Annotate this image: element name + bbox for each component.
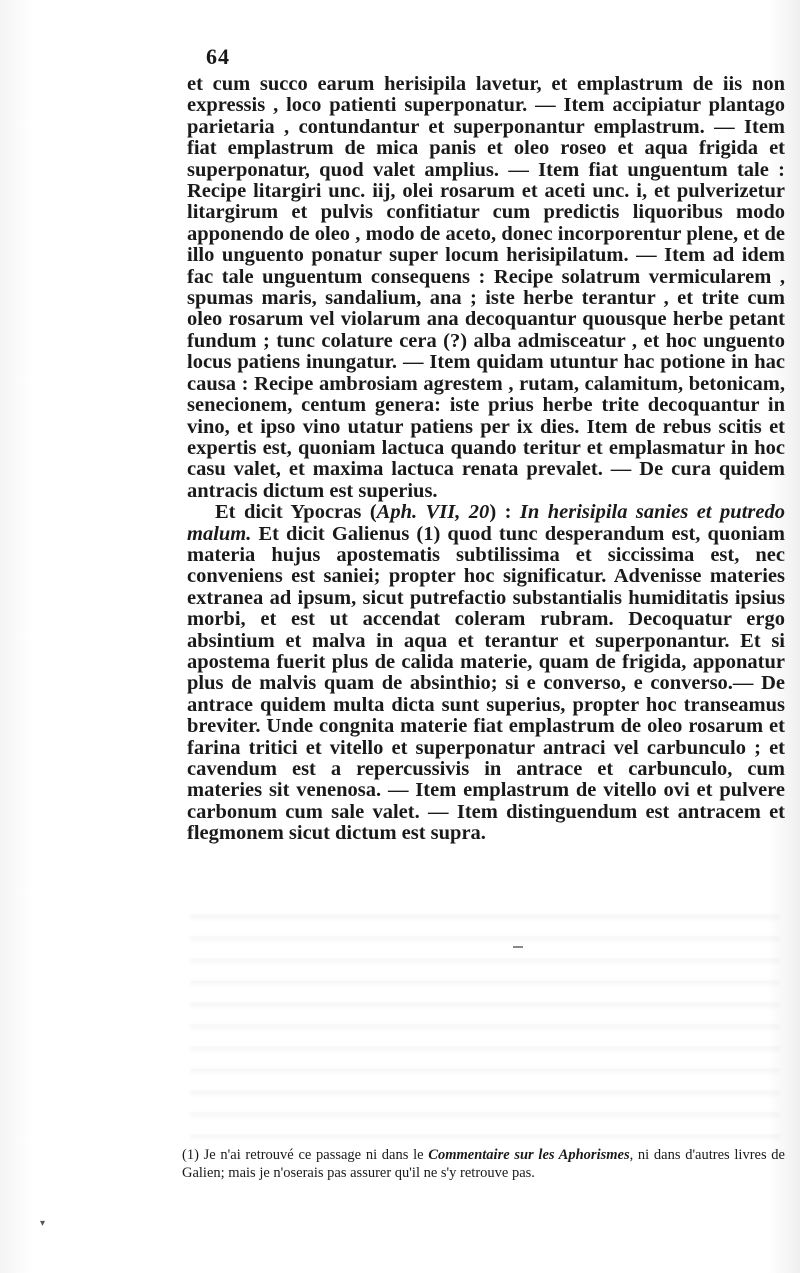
separator-mark bbox=[513, 946, 523, 948]
text-segment: et cum succo earum herisipila lavetur, et emplastrum de iis non expressis , loco patienti superponatur. — Item accipiatur plantago parietaria , contundantur et superponantur emplastrum. — Item fiat emplastrum de mica panis et oleo roseo et aqua frigida et superponatur, quod valet amplius. — Item fiat unguentum tale : Recipe litargiri unc. iij, olei rosarum et aceti unc. i, et pulverizetur litargirum et pulvis confitiatur cum predictis liquoribus modo apponendo de oleo , modo de aceto, donec incorporentur plene, et de illo unguento ponatur super locum herisipilatum. — Item ad idem fac tale unguentum consequens : Recipe solatrum vermicularem , spumas maris, sandalium, ana ; iste herbe terantur , et trite cum oleo rosarum vel violarum ana decoquantur quousque herbe petant fundum ; tunc colature cera (?) alba admisceatur , et hoc unguento locus patiens inungatur. — Item quidam utuntur hac potione in hac causa : Recipe ambrosiam agrestem , rutam, calamitum, betonicam, senecionem, centum genera: iste prius herbe trite decoquantur in vino, et ipso vino utatur patiens per ix dies. Item de rebus scitis et expertis est, quoniam lactuca quando teritur et emplasmatur in hoc casu valet, et maxima lactuca renata prevalet. — De cura quidem antracis dictum est superius. bbox=[187, 73, 785, 502]
footnote-work-title: Commentaire sur les Aphorismes bbox=[428, 1147, 630, 1163]
paragraph bbox=[187, 502, 785, 845]
text-segment: ) : bbox=[489, 501, 520, 524]
footnote bbox=[182, 1146, 785, 1182]
show-through-text bbox=[190, 900, 780, 1140]
margin-mark: ▾ bbox=[40, 1218, 46, 1229]
page-number: 64 bbox=[206, 44, 230, 69]
italic-text: Aph. VII, 20 bbox=[376, 501, 490, 524]
paragraph bbox=[187, 74, 785, 502]
text-segment: Et dicit Ypocras ( bbox=[215, 501, 377, 524]
main-text bbox=[187, 74, 785, 845]
italic-text: In herisipila sanies et putredo malum. bbox=[187, 501, 785, 545]
footnote-text-before: (1) Je n'ai retrouvé ce passage ni dans le bbox=[182, 1147, 429, 1163]
text-segment: Et dicit Galienus (1) quod tunc desperandum est, quoniam materia hujus apostematis subtilissima et siccissima est, nec conveniens est saniei; propter hoc significatur. Advenisse materies extranea ad ipsum, sicut putrefactio substantialis humiditatis ipsius morbi, et est ut accendat coleram rubram. Decoquatur ergo absintium et malva in aqua et terantur et superponantur. Et si apostema fuerit plus de calida materie, quam de frigida, apponatur plus de malvis quam de absinthio; si e converso, e converso.— De antrace quidem multa dicta sunt superius, propter hoc transeamus breviter. Unde congnita materie fiat emplastrum de oleo rosarum et farina tritici et vitello et superponatur antraci vel carbunculo ; et cavendum est a repercussivis in antrace et carbunculo, cum materies sit venenosa. — Item emplastrum de vitello ovi et pulvere carbonum cum sale valet. — Item distinguendum est antracem et flegmonem sicut dictum est supra. bbox=[187, 522, 785, 845]
footnote-text-after: , ni dans d'autres livres de Galien; mais je n'oserais pas assurer qu'il ne s'y retrouve pas. bbox=[182, 1147, 785, 1181]
